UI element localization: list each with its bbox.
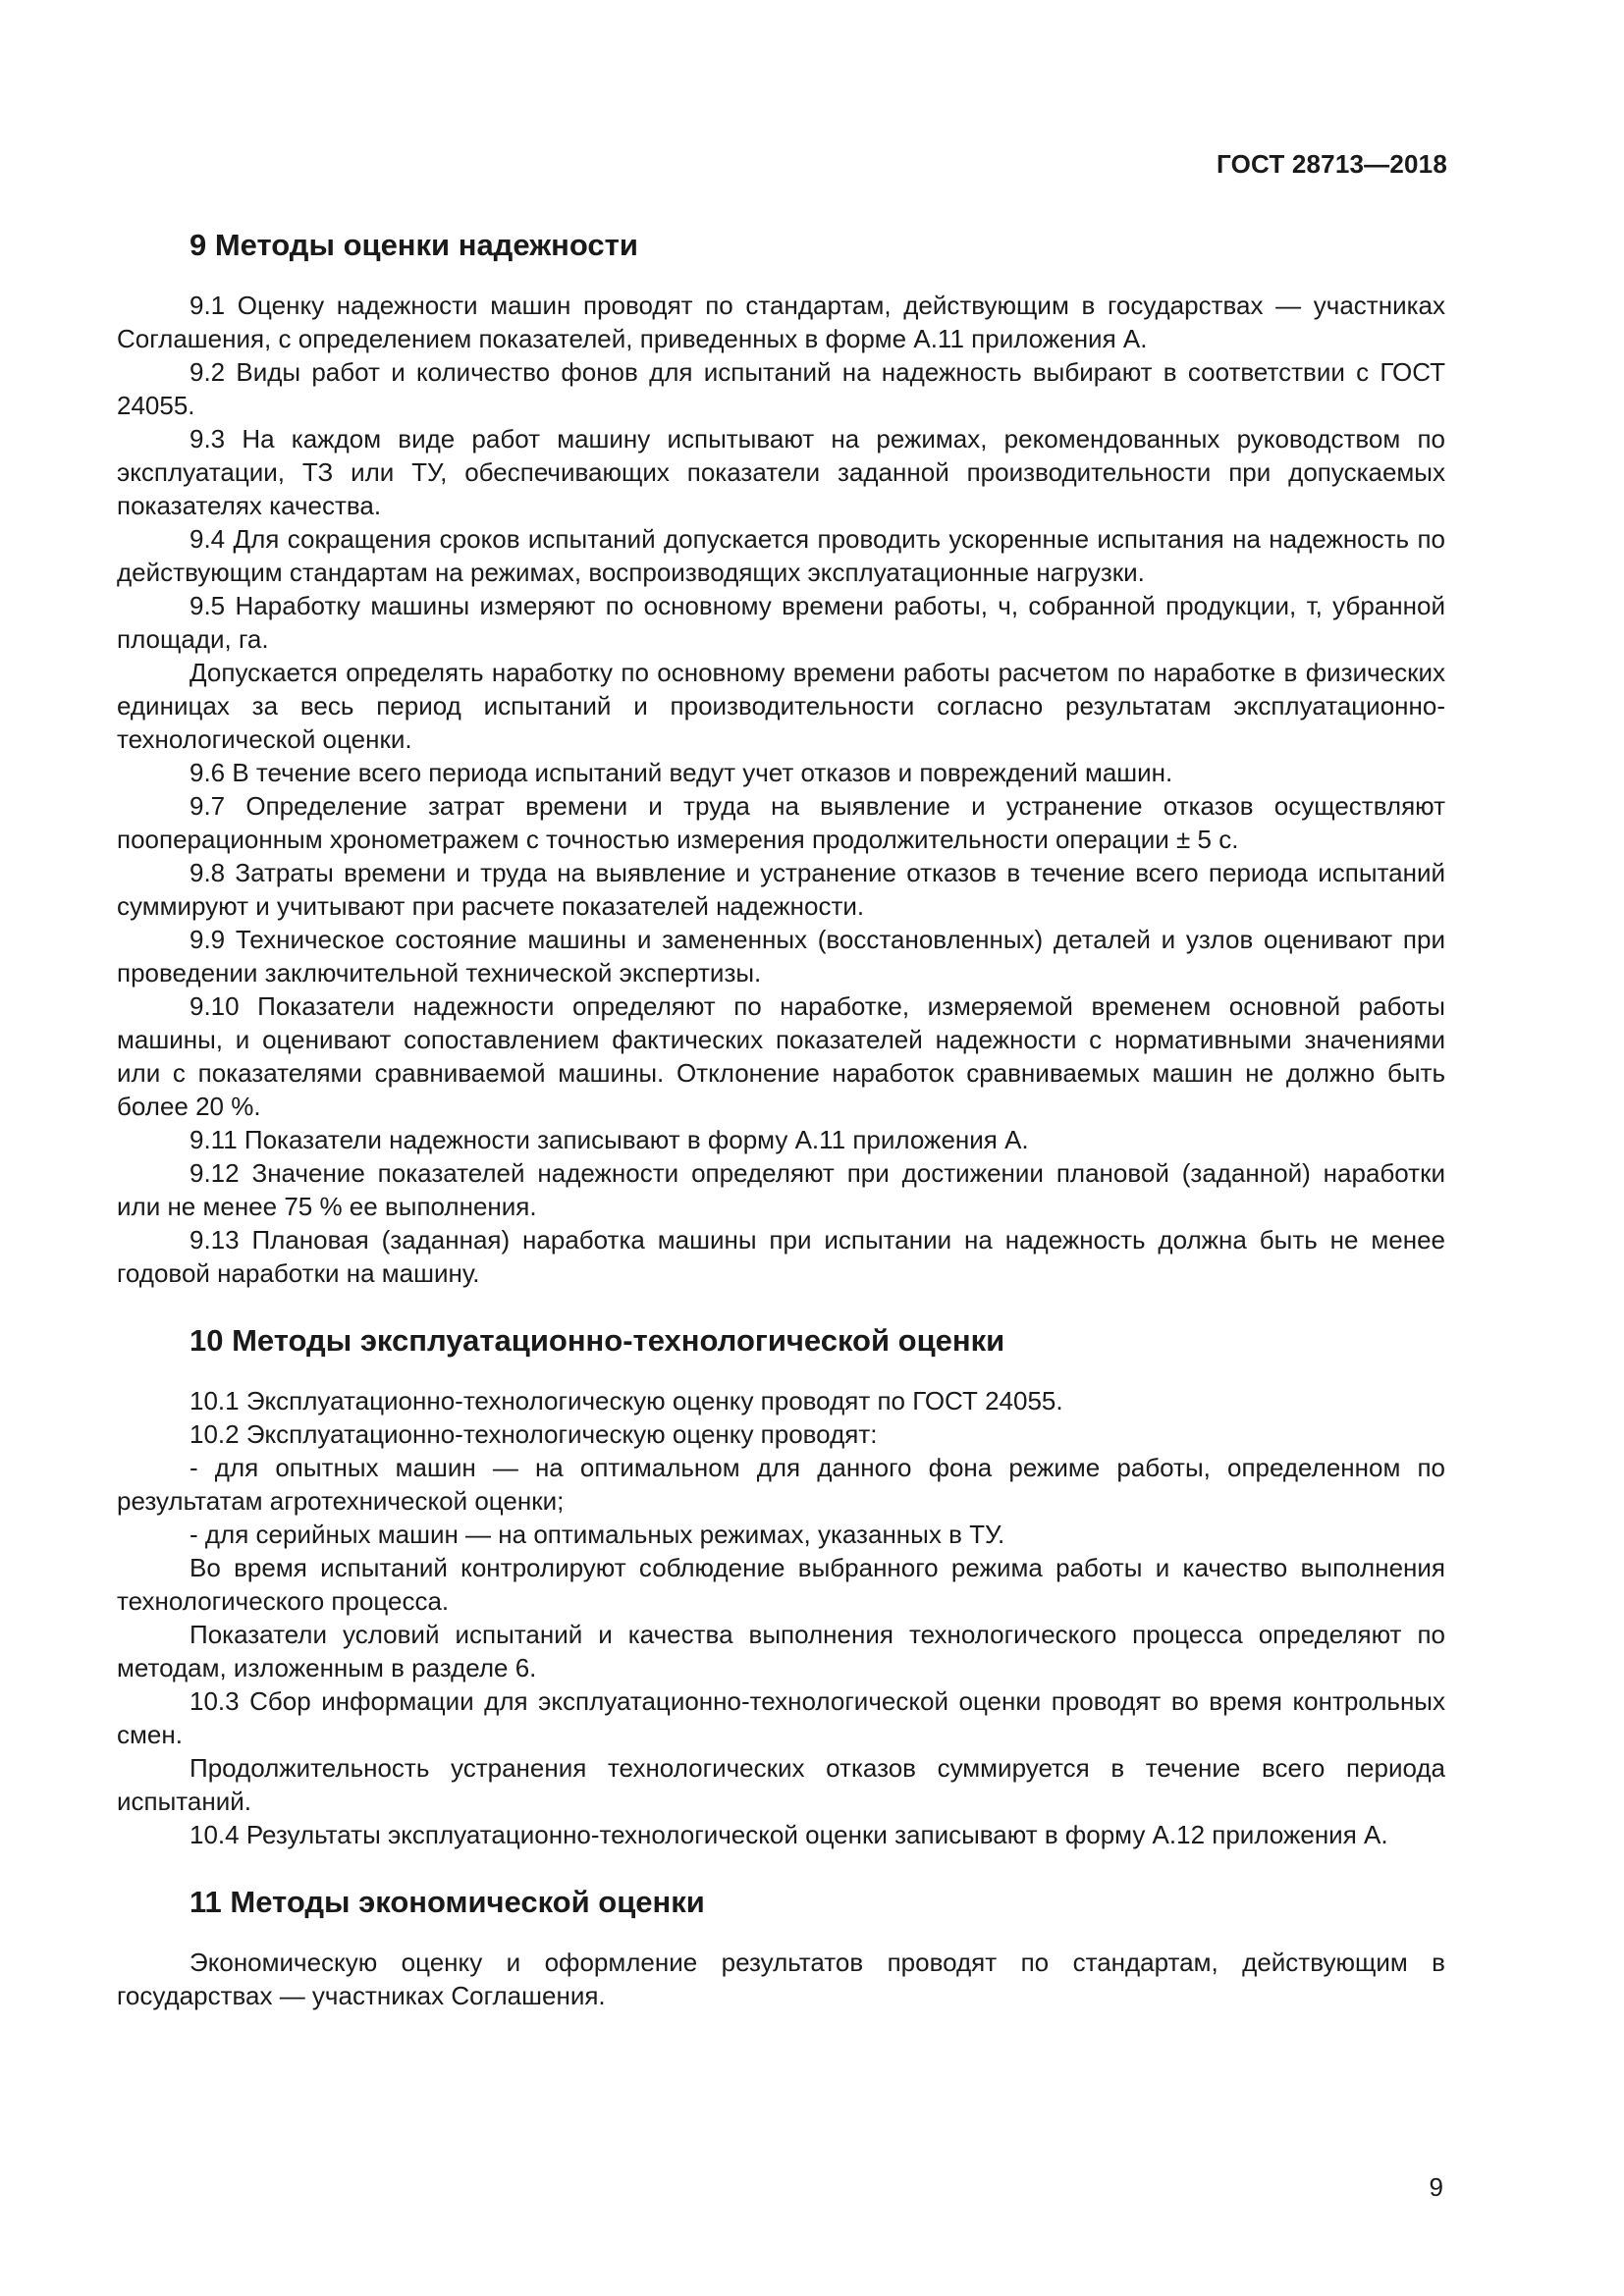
paragraph: 9.7 Определение затрат времени и труда на выявление и устранение отказов осуществляют пооперационным хронометражем с точностью измерения продолжительности операции ± 5 с. [117,791,1445,854]
paragraph: 9.3 На каждом виде работ машину испытывают на режимах, рекомендованных руководством по эксплуатации, ТЗ или ТУ, обеспечивающих показатели заданной производительности при допускаемых показателях качества. [117,424,1445,520]
paragraph: 9.5 Наработку машины измеряют по основному времени работы, ч, собранной продукции, т, убранной площади, га. [117,591,1445,654]
section-title: 10 Методы эксплуатационно-технологической оценки [189,1323,1005,1358]
paragraph: 9.4 Для сокращения сроков испытаний допускается проводить ускоренные испытания на надежность по действующим стандартам на режимах, воспроизводящих эксплуатационные нагрузки. [117,524,1445,587]
paragraph: 9.10 Показатели надежности определяют по наработке, измеряемой временем основной работы машины, и оценивают сопоставлением фактических показателей надежности с нормативными значениями или с показателями сравниваемой машины. Отклонение наработок сравниваемых машин не должно быть более 20 %. [117,991,1445,1121]
paragraph: 10.4 Результаты эксплуатационно-технологической оценки записывают в форму А.12 приложения А. [189,1820,1388,1849]
section-title: 9 Методы оценки надежности [189,228,638,262]
paragraph: 9.2 Виды работ и количество фонов для испытаний на надежность выбирают в соответствии с ГОСТ 24055. [117,357,1445,420]
section-title: 11 Методы экономической оценки [189,1885,705,1919]
paragraph: 10.1 Эксплуатационно-технологическую оценку проводят по ГОСТ 24055. [189,1386,1063,1415]
section-9 [117,224,1445,1290]
document-code: ГОСТ 28713—2018 [1217,149,1447,179]
paragraph: 9.12 Значение показателей надежности определяют при достижении плановой (заданной) наработки или не менее 75 % ее выполнения. [117,1158,1445,1221]
paragraph: Экономическую оценку и оформление результатов проводят по стандартам, действующим в государствах — участниках Соглашения. [117,1948,1445,2010]
document-body [117,224,1445,2012]
paragraph: Допускается определять наработку по основному времени работы расчетом по наработке в физических единицах за весь период испытаний и производительности согласно результатам эксплуатационно-технологической оценки. [117,658,1445,754]
list-item: - для серийных машин — на оптимальных режимах, указанных в ТУ. [189,1520,1005,1549]
list-item: - для опытных машин — на оптимальном для данного фона режиме работы, определенном по результатам агротехнической оценки; [117,1453,1445,1516]
paragraph: Во время испытаний контролируют соблюдение выбранного режима работы и качество выполнения технологического процесса. [117,1553,1445,1616]
paragraph: 9.8 Затраты времени и труда на выявление и устранение отказов в течение всего периода испытаний суммируют и учитывают при расчете показателей надежности. [117,858,1445,921]
paragraph: 10.3 Сбор информации для эксплуатационно-технологической оценки проводят во время контрольных смен. [117,1686,1445,1749]
paragraph: 9.1 Оценку надежности машин проводят по стандартам, действующим в государствах — участниках Соглашения, с определением показателей, приведенных в форме А.11 приложения А. [117,291,1445,353]
paragraph: 10.2 Эксплуатационно-технологическую оценку проводят: [189,1419,878,1449]
paragraph: 9.11 Показатели надежности записывают в форму А.11 приложения А. [189,1125,1029,1154]
paragraph: 9.9 Техническое состояние машины и замененных (восстановленных) деталей и узлов оценивают при проведении заключительной технической экспертизы. [117,925,1445,988]
page-number: 9 [1429,2172,1443,2202]
paragraph: Показатели условий испытаний и качества выполнения технологического процесса определяют по методам, изложенным в разделе 6. [117,1620,1445,1682]
paragraph: 9.13 Плановая (заданная) наработка машины при испытании на надежность должна быть не менее годовой наработки на машину. [117,1225,1445,1288]
section-11 [117,1881,1445,2012]
paragraph: Продолжительность устранения технологических отказов суммируется в течение всего периода испытаний. [117,1753,1445,1816]
section-10 [117,1319,1445,1851]
paragraph: 9.6 В течение всего периода испытаний ведут учет отказов и повреждений машин. [189,758,1173,787]
